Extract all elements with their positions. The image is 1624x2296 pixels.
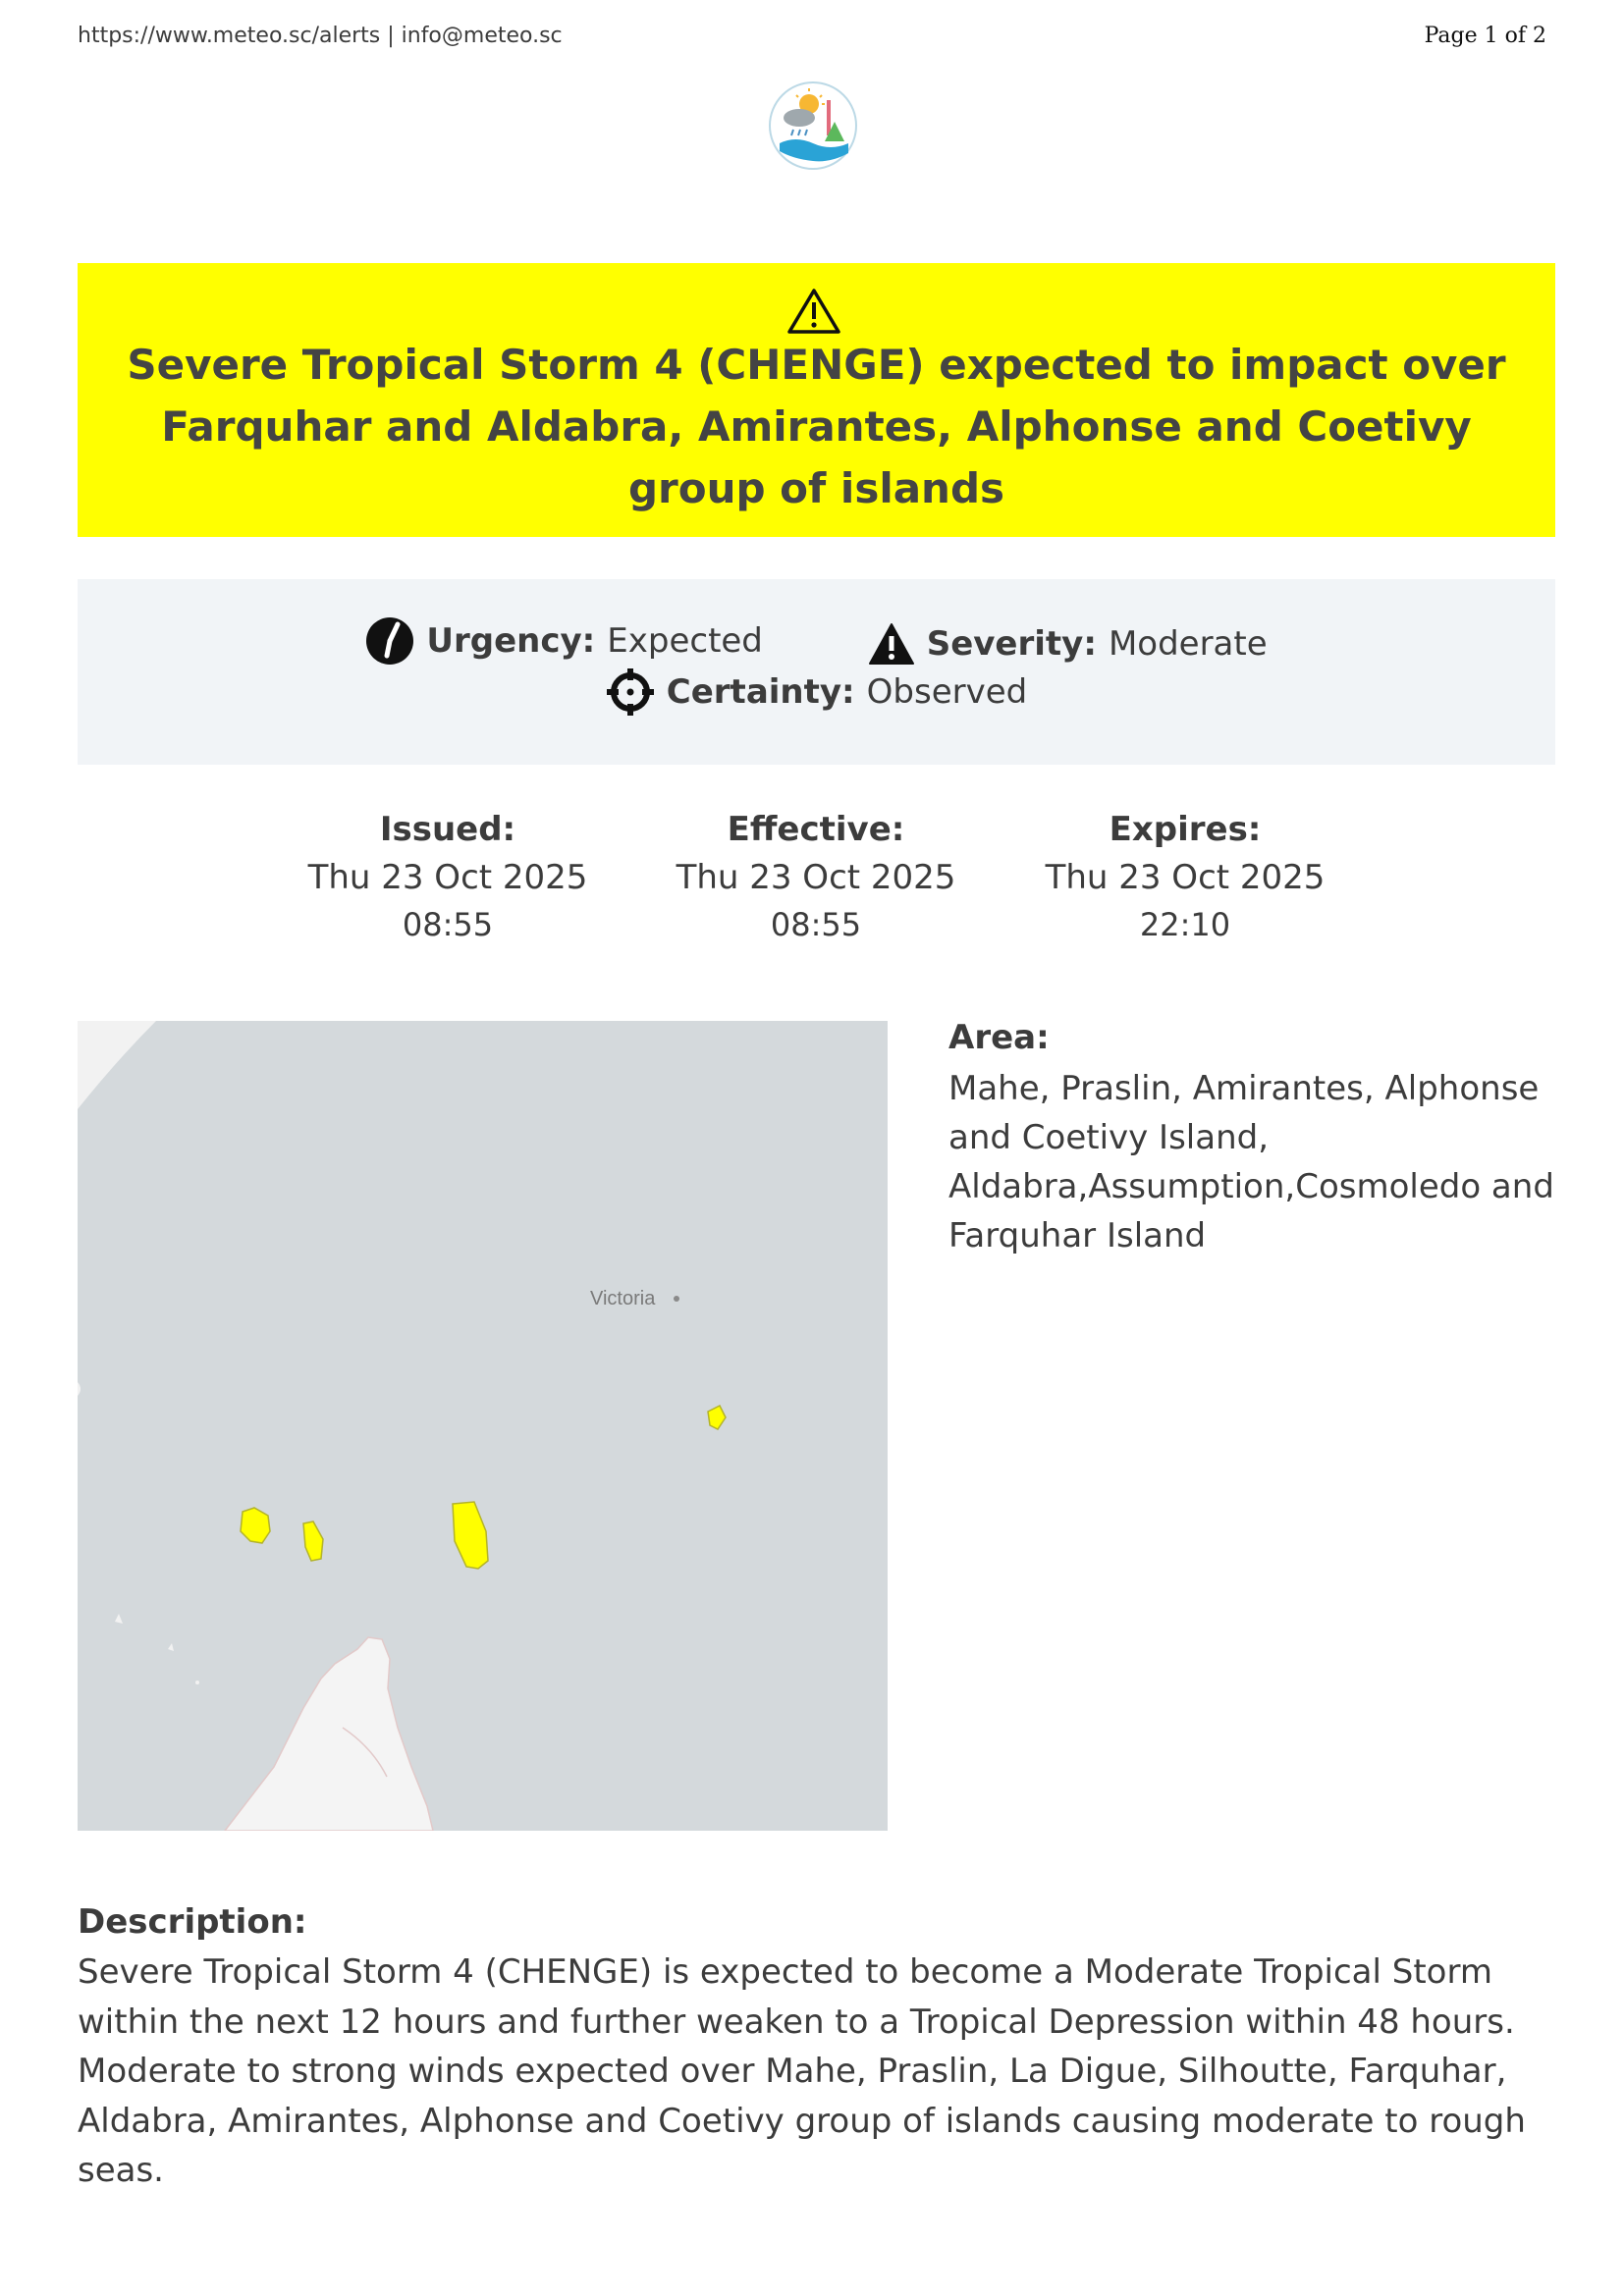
map-islet-3 xyxy=(195,1681,199,1684)
urgency-label: Urgency: xyxy=(426,621,596,661)
alert-zone-farquhar[interactable] xyxy=(453,1502,488,1569)
area-section xyxy=(948,1011,1557,1260)
issued-column xyxy=(263,807,632,946)
urgency-field xyxy=(365,616,763,666)
map-islet-2 xyxy=(168,1643,174,1651)
effective-date: Thu 23 Oct 2025 xyxy=(676,858,956,897)
map-landmass-northwest xyxy=(78,1021,156,1109)
description-label: Description: xyxy=(78,1902,307,1942)
page-number: Page 1 of 2 xyxy=(1424,24,1546,48)
clock-icon xyxy=(365,616,414,666)
certainty-label: Certainty: xyxy=(666,672,855,712)
certainty-field xyxy=(606,667,1027,717)
severity-label: Severity: xyxy=(926,624,1097,664)
warning-triangle-icon xyxy=(786,287,841,336)
map-islet-west xyxy=(78,1382,81,1396)
map-islet-1 xyxy=(115,1614,123,1624)
city-marker-icon xyxy=(674,1296,679,1302)
issued-time: 08:55 xyxy=(402,906,494,943)
effective-time: 08:55 xyxy=(770,906,862,943)
alert-zone-cosmoledo[interactable] xyxy=(303,1522,323,1561)
page-header xyxy=(78,24,1546,53)
alert-dates xyxy=(0,807,1624,954)
expires-date: Thu 23 Oct 2025 xyxy=(1045,858,1326,897)
expires-label: Expires: xyxy=(1109,810,1262,849)
expires-column xyxy=(1001,807,1370,946)
alert-zone-alphonse[interactable] xyxy=(708,1406,726,1429)
expires-time: 22:10 xyxy=(1139,906,1231,943)
effective-column xyxy=(631,807,1001,946)
alert-zone-aldabra[interactable] xyxy=(241,1508,270,1543)
description-text: Severe Tropical Storm 4 (CHENGE) is expected to become a Moderate Tropical Storm within the next 12 hours and further weaken to a Tropical Depression within 48 hours. Moderate to strong winds expected over Mahe, Praslin, La Digue, Silhoutte, Farquhar, Aldabra, Amirantes, Alphonse and Coetivy group of islands causing moderate to rough seas. xyxy=(78,1952,1526,2190)
warning-icon xyxy=(868,622,915,666)
area-label: Area: xyxy=(948,1018,1050,1057)
certainty-value: Observed xyxy=(866,672,1028,712)
alert-headline: Severe Tropical Storm 4 (CHENGE) expected to impact over Farquhar and Aldabra, Amirantes, Alphonse and Coetivy group of islands xyxy=(127,341,1506,512)
severity-field xyxy=(868,619,1268,668)
crosshair-icon xyxy=(606,667,655,717)
seychelles-meteorological-authority-logo xyxy=(766,79,860,173)
effective-label: Effective: xyxy=(727,810,905,849)
urgency-value: Expected xyxy=(607,621,763,661)
header-url-contact[interactable]: https://www.meteo.sc/alerts | info@meteo.sc xyxy=(78,24,563,48)
area-text: Mahe, Praslin, Amirantes, Alphonse and Coetivy Island, Aldabra,Assumption,Cosmoledo and Farquhar Island xyxy=(948,1069,1554,1255)
map-city-label: Victoria xyxy=(590,1288,656,1309)
madagascar-landmass xyxy=(225,1637,433,1831)
issued-date: Thu 23 Oct 2025 xyxy=(307,858,588,897)
issued-label: Issued: xyxy=(379,810,516,849)
alert-banner xyxy=(78,263,1555,537)
alert-properties-panel xyxy=(78,579,1555,765)
map-canvas xyxy=(78,1021,888,1831)
alert-area-map[interactable] xyxy=(78,1021,888,1831)
description-section xyxy=(78,1896,1555,2196)
severity-value: Moderate xyxy=(1108,624,1268,664)
